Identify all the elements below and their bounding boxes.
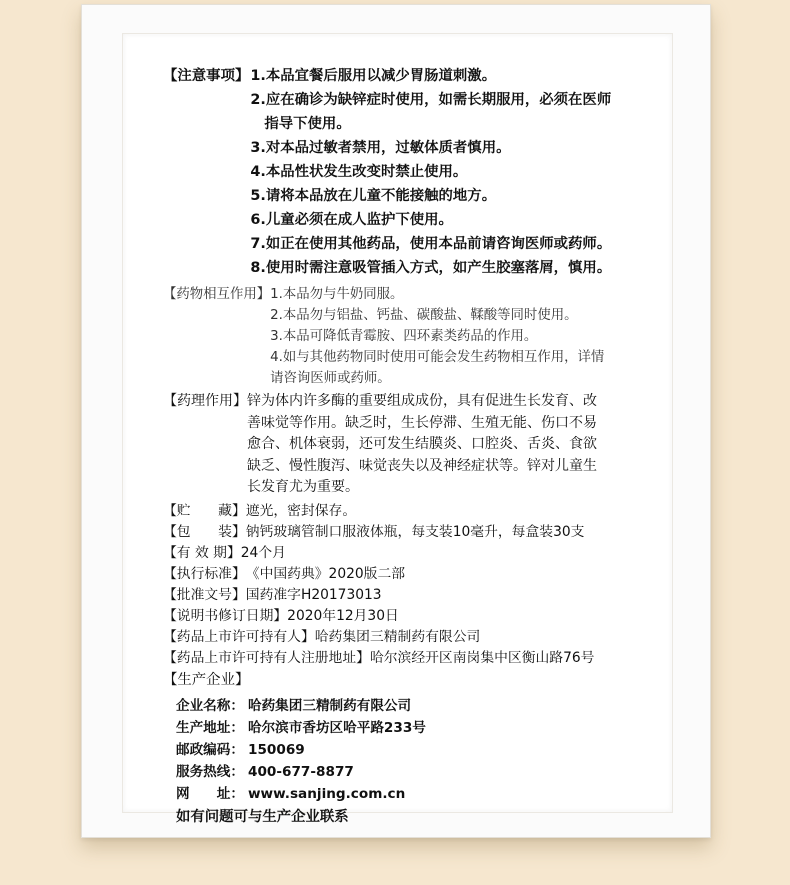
pharmacology-line: 缺乏、慢性腹泻、味觉丧失以及神经症状等。锌对儿童生 (247, 457, 597, 474)
manufacturer-field-key: 生产地址： (176, 719, 244, 736)
meta-label: 【贮 藏】 (163, 502, 246, 519)
manufacturer-field-key: 企业名称： (176, 697, 244, 714)
interaction-line: 3.本品可降低青霉胺、四环素类药品的作用。 (270, 329, 538, 344)
pharmacology-section (163, 391, 633, 499)
manufacturer-field-value: 150069 (248, 741, 305, 758)
manufacturer-section (163, 670, 633, 829)
meta-label: 【说明书修订日期】 (163, 607, 288, 624)
manufacturer-field-key: 网 址： (176, 785, 244, 802)
meta-row (163, 522, 633, 543)
meta-value: 《中国药典》2020版二部 (245, 565, 406, 582)
precaution-item: 3.对本品过敏者禁用，过敏体质者慎用。 (250, 140, 511, 156)
meta-label: 【有 效 期】 (163, 544, 241, 561)
interaction-line: 2.本品勿与铝盐、钙盐、碳酸盐、鞣酸等同时使用。 (270, 308, 578, 323)
manufacturer-field-value: 400-677-8877 (248, 763, 354, 780)
manufacturer-fields (163, 695, 633, 805)
meta-row (163, 543, 633, 564)
precaution-item: 6.儿童必须在成人监护下使用。 (250, 212, 453, 228)
meta-row (163, 501, 633, 522)
meta-row (163, 585, 633, 606)
contact-note: 如有问题可与生产企业联系 (176, 808, 349, 825)
precaution-item: 7.如正在使用其他药品，使用本品前请咨询医师或药师。 (250, 236, 612, 252)
precaution-item: 5.请将本品放在儿童不能接触的地方。 (250, 188, 497, 204)
manufacturer-field (176, 761, 633, 783)
manufacturer-field (176, 739, 633, 761)
manufacturer-field (176, 717, 633, 739)
meta-label: 【包 装】 (163, 523, 246, 540)
manufacturer-field (176, 695, 633, 717)
pharmacology-line: 长发育尤为重要。 (247, 479, 359, 495)
manufacturer-field-value: www.sanjing.com.cn (248, 785, 406, 802)
meta-value: 遮光，密封保存。 (245, 502, 357, 519)
manufacturer-field-value: 哈尔滨市香坊区哈平路233号 (248, 719, 426, 736)
interactions-label: 【药物相互作用】 (163, 287, 271, 302)
meta-value: 2020年12月30日 (287, 607, 399, 624)
meta-label: 【药品上市许可持有人】 (163, 628, 315, 645)
meta-value: 钠钙玻璃管制口服液体瓶，每支装10毫升，每盒装30支 (245, 523, 585, 540)
meta-row (163, 627, 633, 648)
pharmacology-line: 愈合、机体衰弱，还可发生结膜炎、口腔炎、舌炎、食欲 (247, 436, 597, 452)
manufacturer-field-key: 服务热线： (176, 763, 244, 780)
precaution-item: 2.应在确诊为缺锌症时使用，如需长期服用，必须在医师 (250, 92, 612, 108)
leaflet-content (163, 64, 633, 829)
precautions-section (163, 64, 633, 280)
precautions-list (249, 64, 633, 280)
meta-label: 【药品上市许可持有人注册地址】 (163, 649, 370, 666)
meta-value: 哈药集团三精制药有限公司 (314, 628, 481, 645)
meta-label: 【执行标准】 (163, 565, 246, 582)
meta-value: 国药准字H20173013 (245, 586, 382, 603)
meta-row (163, 648, 633, 669)
manufacturer-field-value: 哈药集团三精制药有限公司 (248, 697, 412, 714)
meta-row (163, 564, 633, 585)
pharmacology-label: 【药理作用】 (163, 393, 247, 409)
interaction-line: 4.如与其他药物同时使用可能会发生药物相互作用，详情 (270, 350, 605, 365)
interaction-line: 请咨询医师或药师。 (270, 371, 391, 386)
manufacturer-label: 【生产企业】 (163, 671, 250, 688)
precautions-label: 【注意事项】 (163, 68, 250, 84)
pharmacology-line: 锌为体内许多酶的重要组成成份，具有促进生长发育、改 (247, 393, 597, 409)
meta-value: 哈尔滨经开区南岗集中区衡山路76号 (369, 649, 595, 666)
interaction-line: 1.本品勿与牛奶同服。 (270, 287, 404, 302)
interactions-section (163, 284, 633, 389)
meta-section (163, 501, 633, 669)
pharmacology-text (247, 391, 633, 499)
precaution-item-continued: 指导下使用。 (264, 116, 351, 132)
meta-value: 24个月 (240, 544, 286, 561)
precaution-item: 1.本品宜餐后服用以减少胃肠道刺激。 (250, 68, 497, 84)
precaution-item: 4.本品性状发生改变时禁止使用。 (250, 164, 468, 180)
precaution-item: 8.使用时需注意吸管插入方式，如产生胶塞落屑，慎用。 (250, 260, 612, 276)
pharmacology-line: 善味觉等作用。缺乏时，生长停滞、生殖无能、伤口不易 (247, 414, 597, 431)
manufacturer-field (176, 783, 633, 805)
meta-row (163, 606, 633, 627)
interactions-list (270, 284, 633, 389)
meta-label: 【批准文号】 (163, 586, 246, 603)
manufacturer-field-key: 邮政编码： (176, 741, 244, 758)
